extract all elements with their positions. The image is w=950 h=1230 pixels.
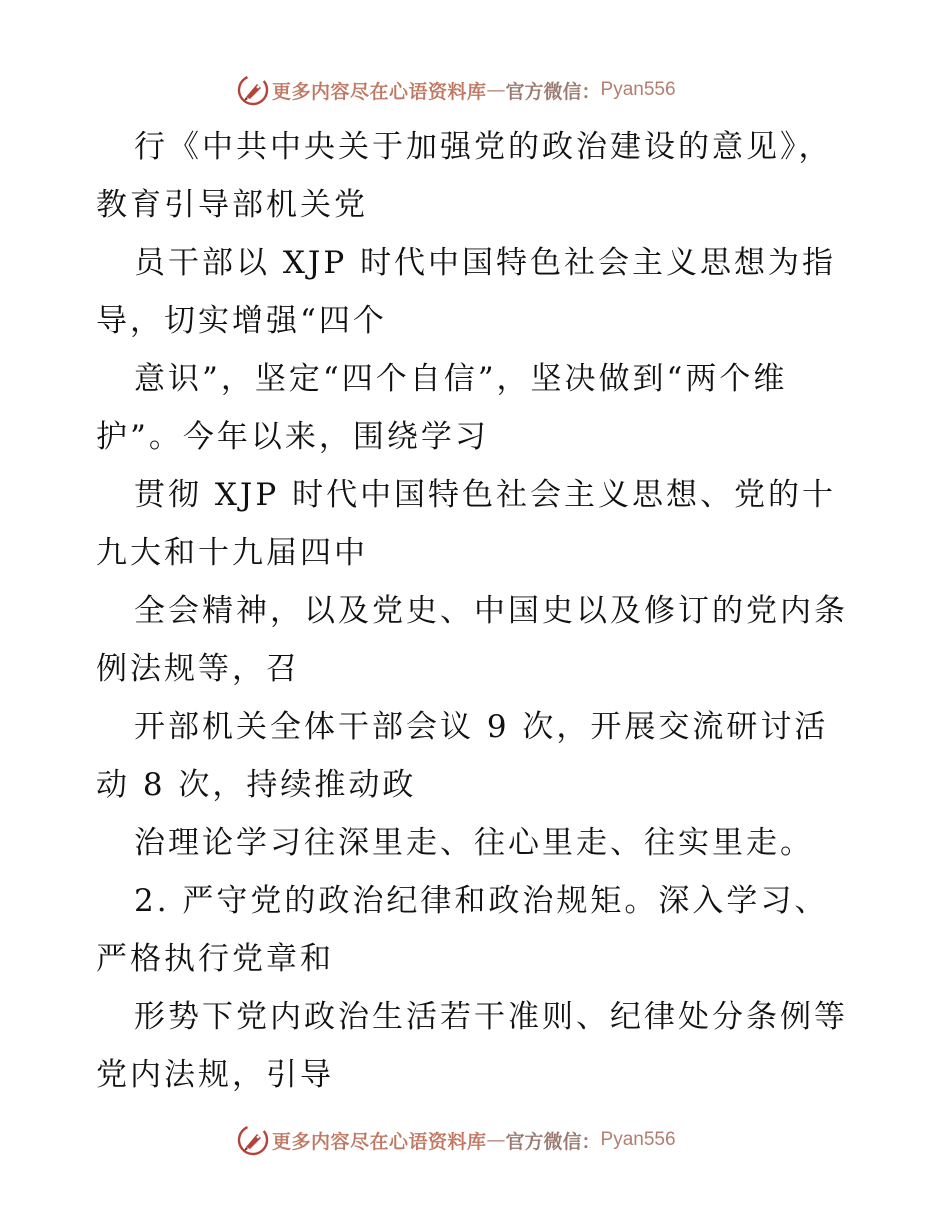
footer-banner[interactable] [236,1122,676,1158]
banner-dash: — [486,1129,506,1151]
body-line: 治理论学习往深里走、往心里走、往实里走。 [134,825,814,861]
body-line: 动 8 次，持续推动政 [96,767,417,803]
body-line: 形势下党内政治生活若干准则、纪律处分条例等 [134,999,848,1035]
body-line: 护”。今年以来，围绕学习 [96,419,489,455]
body-line: 意识”，坚定“四个自信”，坚决做到“两个维 [134,361,788,397]
body-line: 全会精神，以及党史、中国史以及修订的党内条 [134,593,848,629]
pen-nib-logo-icon [236,1123,270,1157]
banner-dash: — [486,79,506,101]
pen-nib-logo-icon [236,73,270,107]
banner-wechat-id: Pyan556 [600,1129,676,1150]
banner-wechat-id: Pyan556 [600,79,676,100]
body-line: 九大和十九届四中 [96,535,368,571]
body-line: 2. 严守党的政治纪律和政治规矩。深入学习、 [134,883,829,919]
body-line: 贯彻 XJP 时代中国特色社会主义思想、党的十 [134,477,837,513]
banner-wechat-label: 官方微信： [505,80,601,103]
body-line: 党内法规，引导 [96,1057,334,1093]
body-line: 员干部以 XJP 时代中国特色社会主义思想为指 [134,245,837,281]
body-line: 开部机关全体干部会议 9 次，开展交流研讨活 [134,709,829,745]
body-line: 教育引导部机关党 [96,187,368,223]
banner-main-text: 更多内容尽在心语资料库 [272,80,487,103]
banner-main-text: 更多内容尽在心语资料库 [272,1130,487,1153]
banner-wechat-label: 官方微信： [505,1130,601,1153]
header-banner[interactable] [236,72,676,108]
document-body [96,118,866,1104]
body-line: 例法规等，召 [96,651,300,687]
body-line: 行《中共中央关于加强党的政治建设的意见》， [134,129,833,165]
body-line: 导，切实增强“四个 [96,303,387,339]
body-line: 严格执行党章和 [96,941,334,977]
